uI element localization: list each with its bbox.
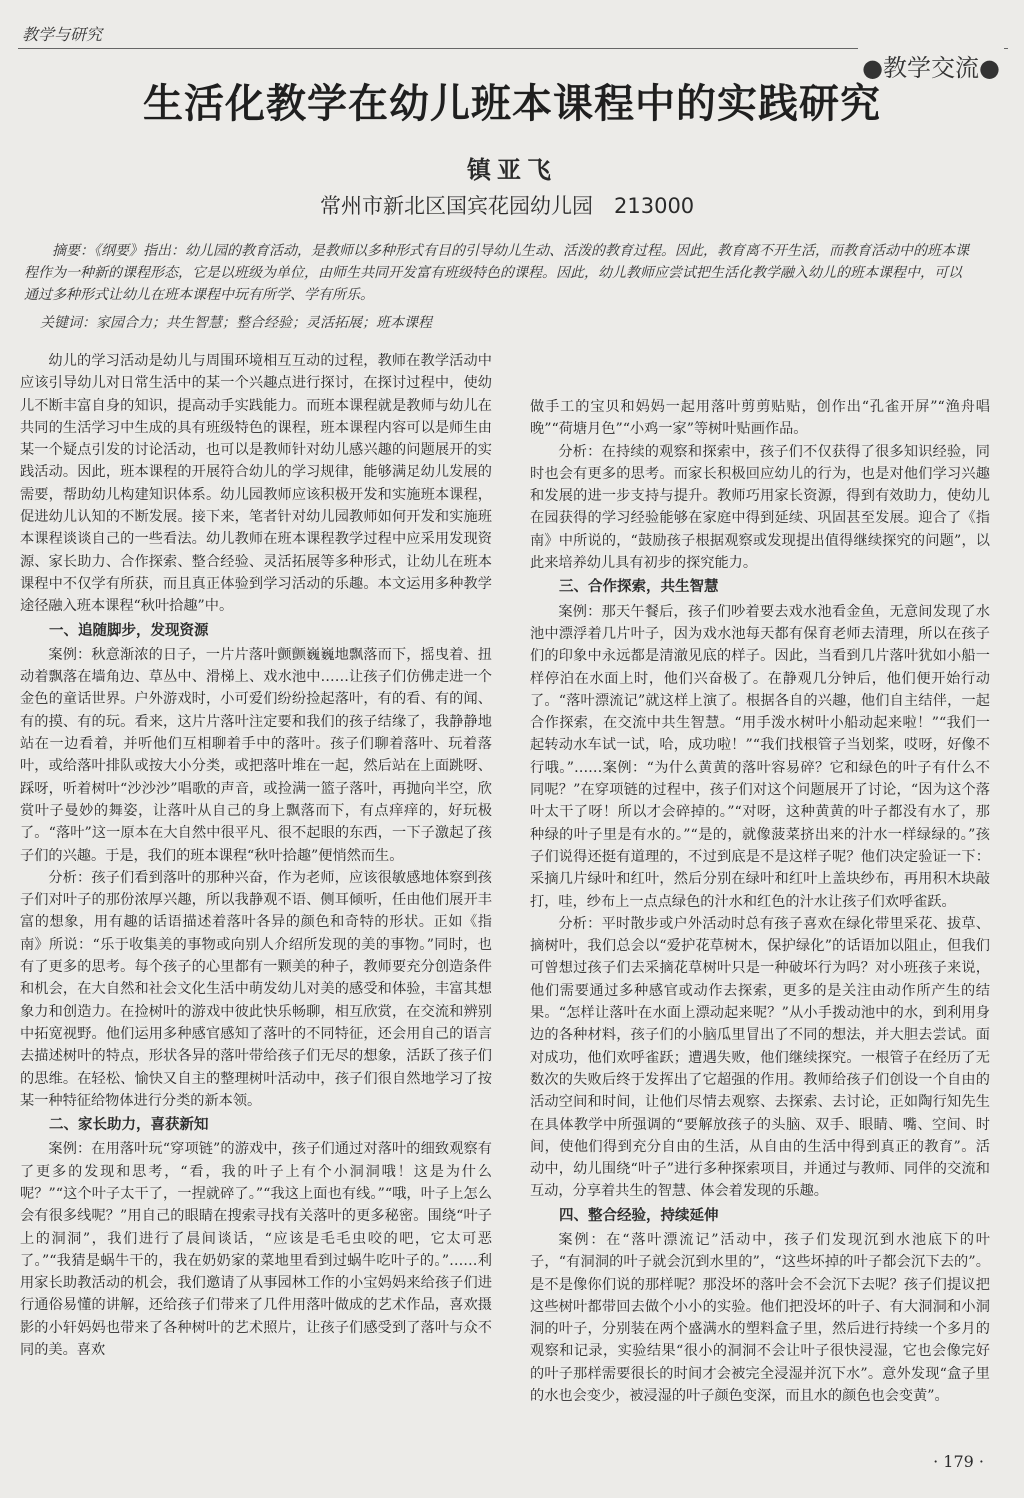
section-heading: 四、整合经验，持续延伸 [559, 1207, 719, 1224]
body-paragraph: 分析：平时散步或户外活动时总有孩子喜欢在绿化带里采花、拔草、摘树叶，我们总会以“爱护花草树木，保护绿化”的话语加以阻止，但我们可曾想过孩子们去采摘花草树叶只是一种破坏行为吗？对小班孩子来说，他们需要通过多种感官或动作去探索，更多的是关注由动作所产生的结果。“怎样让落叶在水面上漂动起来呢？”从小手拨动池中的水，到利用身边的各种材料，孩子们的小脑瓜里冒出了不同的想法，并大胆去尝试。面对成功，他们欢呼雀跃；遭遇失败，他们继续探究。一根管子在经历了无数次的失败后终于发挥出了它超强的作用。教师给孩子们创设一个自由的活动空间和时间，让他们尽情去观察、去探索、去讨论，正如陶行知先生在具体教学中所强调的“要解放孩子的头脑、双手、眼睛、嘴、空间、时间，使他们得到充分自由的生活，从自由的生活中得到真正的教育”。活动中，幼儿围绕“叶子”进行多种探索项目，并通过与教师、同伴的交流和互动，分享着共生的智慧、体会着发现的乐趣。 [530, 915, 990, 1200]
body-paragraph: 分析：孩子们看到落叶的那种兴奋，作为老师，应该很敏感地体察到孩子们对叶子的那份浓厚兴趣，所以我静观不语、侧耳倾听，任由他们展开丰富的想象，用有趣的话语描述着落叶各异的颜色和奇特的形状。正如《指南》所说：“乐于收集美的事物或向别人介绍所发现的美的事物。”同时，也有了更多的思考。每个孩子的心里都有一颗美的种子，教师要充分创造条件和机会，在大自然和社会文化生活中萌发幼儿对美的感受和体验，丰富其想象力和创造力。在捡树叶的游戏中彼此快乐畅聊，相互欣赏，在交流和辨别中拓宽视野。他们运用多种感官感知了落叶的不同特征，还会用自己的语言去描述树叶的特点，形状各异的落叶带给孩子们无尽的想象，活跃了孩子们的思维。在轻松、愉快又自主的整理树叶活动中，孩子们很自然地学习了按某一种特征给物体进行分类的新本领。 [20, 869, 492, 1109]
body-paragraph: 案例：在“落叶漂流记”活动中，孩子们发现沉到水池底下的叶子，“有洞洞的叶子就会沉到水里的”，“这些坏掉的叶子都会沉下去的”。是不是像你们说的那样呢？那没坏的落叶会不会沉下去呢？孩子们提议把这些树叶都带回去做个小小的实验。他们把没坏的叶子、有大洞洞和小洞洞的叶子，分别装在两个盛满水的塑料盒子里，然后进行持续一个多月的观察和记录，实验结果“很小的洞洞不会让叶子很快浸湿，它也会像完好的叶子那样需要很长的时间才会被完全浸湿并沉下水”。意外发现“盒子里的水也会变少，被浸湿的叶子颜色变深，而且水的颜色也会变黄”。 [530, 1231, 990, 1405]
body-paragraph: 案例：在用落叶玩“穿项链”的游戏中，孩子们通过对落叶的细致观察有了更多的发现和思考，“看，我的叶子上有个小洞洞哦！这是为什么呢？”“这个叶子太干了，一捏就碎了。”“我这上面也有线。”“哦，叶子上怎么会有很多线呢？”用自己的眼睛在搜索寻找有关落叶的更多秘密。围绕“叶子上的洞洞”，我们进行了晨间谈话，“应该是毛毛虫咬的吧，它太可恶了。”“我猜是蜗牛干的，我在奶奶家的菜地里看到过蜗牛吃叶子的。”……利用家长助教活动的机会，我们邀请了从事园林工作的小宝妈妈来给孩子们进行通俗易懂的讲解，还给孩子们带来了几件用落叶做成的艺术作品，喜欢摄影的小轩妈妈也带来了各种树叶的艺术照片，让孩子们感受到了落叶与众不同的美。喜欢 [20, 1141, 492, 1359]
article-title: 生活化教学在幼儿班本课程中的实践研究 [143, 81, 881, 127]
left-column [20, 350, 492, 1361]
running-header-column: ●教学交流● [858, 48, 1004, 83]
abstract: 摘要：《纲要》指出：幼儿园的教育活动，是教师以多种形式有目的引导幼儿生动、活泼的教育过程。因此，教育离不开生活，而教育活动中的班本课程作为一种新的课程形态，它是以班级为单位，由师生共同开发富有班级特色的课程。因此，幼儿教师应尝试把生活化教学融入幼儿的班本课程中，可以通过多种形式让幼儿在班本课程中玩有所学、学有所乐。 [24, 243, 969, 303]
section-heading: 一、追随脚步，发现资源 [49, 622, 209, 639]
body-paragraph: 分析：在持续的观察和探索中，孩子们不仅获得了很多知识经验，同时也会有更多的思考。而家长积极回应幼儿的行为，也是对他们学习兴趣和发展的进一步支持与提升。教师巧用家长资源，得到有效助力，使幼儿在园获得的学习经验能够在家庭中得到延续、巩固甚至发展。迎合了《指南》中所说的，“鼓励孩子根据观察或发现提出值得继续探究的问题”，以此来培养幼儿具有初步的探究能力。 [530, 443, 990, 572]
page-number: · 179 · [933, 1452, 984, 1471]
body-paragraph: 案例：秋意渐浓的日子，一片片落叶颤颤巍巍地飘落而下，摇曳着、扭动着飘落在墙角边、草丛中、滑梯上、戏水池中……让孩子们仿佛走进一个金色的童话世界。户外游戏时，小可爱们纷纷捡起落叶，有的看、有的闻、有的摸、有的玩。看来，这片片落叶注定要和我们的孩子结缘了，我静静地站在一边看着，并听他们互相聊着手中的落叶。孩子们聊着落叶、玩着落叶，或给落叶排队或按大小分类，或把落叶堆在一起，然后站在上面跳呀、踩呀，听着树叶“沙沙沙”唱歌的声音，或捡满一篮子落叶，再抛向半空，欣赏叶子曼妙的舞姿，让落叶从自己的身上飘落而下，有点痒痒的，好玩极了。“落叶”这一原本在大自然中很平凡、很不起眼的东西，一下子激起了孩子们的兴趣。于是，我们的班本课程“秋叶拾趣”便悄然而生。 [20, 646, 492, 864]
body-paragraph: 做手工的宝贝和妈妈一起用落叶剪剪贴贴，创作出“孔雀开屏”“渔舟唱晚”“荷塘月色”“小鸡一家”等树叶贴画作品。 [530, 399, 990, 438]
right-column [530, 396, 990, 1407]
author-affiliation: 常州市新北区国宾花园幼儿园 213000 [320, 194, 695, 218]
keywords: 关键词：家园合力；共生智慧；整合经验；灵活拓展；班本课程 [40, 315, 432, 331]
running-header-section: 教学与研究 [22, 25, 103, 44]
body-paragraph: 幼儿的学习活动是幼儿与周围环境相互互动的过程，教师在教学活动中应该引导幼儿对日常生活中的某一个兴趣点进行探讨，在探讨过程中，使幼儿不断丰富自身的知识，提高动手实践能力。而班本课程就是教师与幼儿在共同的生活学习中生成的具有班级特色的课程，班本课程内容可以是师生由某一个疑点引发的讨论活动，也可以是教师针对幼儿感兴趣的问题展开的实践活动。因此，班本课程的开展符合幼儿的学习规律，能够满足幼儿发展的需要，帮助幼儿构建知识体系。幼儿园教师应该积极开发和实施班本课程，促进幼儿认知的不断发展。接下来，笔者针对幼儿园教师如何开发和实施班本课程谈谈自己的一些看法。幼儿教师在班本课程教学过程中应采用发现资源、家长助力、合作探索、整合经验、灵活拓展等多种形式，让幼儿在班本课程中不仅学有所获，而且真正体验到学习活动的乐趣。本文运用多种教学途径融入班本课程“秋叶拾趣”中。 [20, 353, 492, 615]
body-paragraph: 案例：那天午餐后，孩子们吵着要去戏水池看金鱼，无意间发现了水池中漂浮着几片叶子，因为戏水池每天都有保育老师去清理，所以在孩子们的印象中永远都是清澈见底的样子。因此，当看到几片落叶犹如小船一样停泊在水面上时，他们兴奋极了。在静观几分钟后，他们便开始行动了。“落叶漂流记”就这样上演了。根据各自的兴趣，他们自主结伴，一起合作探索，在交流中共生智慧。“用手泼水树叶小船动起来啦！”“我们一起转动水车试一试，哈，成功啦！”“我们找根管子当划桨，哎呀，好像不行哦。”……案例：“为什么黄黄的落叶容易碎？它和绿色的叶子有什么不同呢？”在穿项链的过程中，孩子们对这个问题展开了讨论，“因为这个落叶太干了呀！所以才会碎掉的。”“对呀，这种黄黄的叶子都没有水了，那种绿的叶子里是有水的。”“是的，就像菠菜挤出来的汁水一样绿绿的。”孩子们说得还挺有道理的，不过到底是不是这样子呢？他们决定验证一下：采摘几片绿叶和红叶，然后分别在绿叶和红叶上盖块纱布，再用积木块敲打，哇，纱布上一点点绿色的汁水和红色的汁水让孩子们欢呼雀跃。 [530, 603, 990, 910]
author-name: 镇亚飞 [467, 156, 557, 184]
section-heading: 二、家长助力，喜获新知 [49, 1117, 209, 1134]
section-heading: 三、合作探索，共生智慧 [559, 579, 719, 596]
